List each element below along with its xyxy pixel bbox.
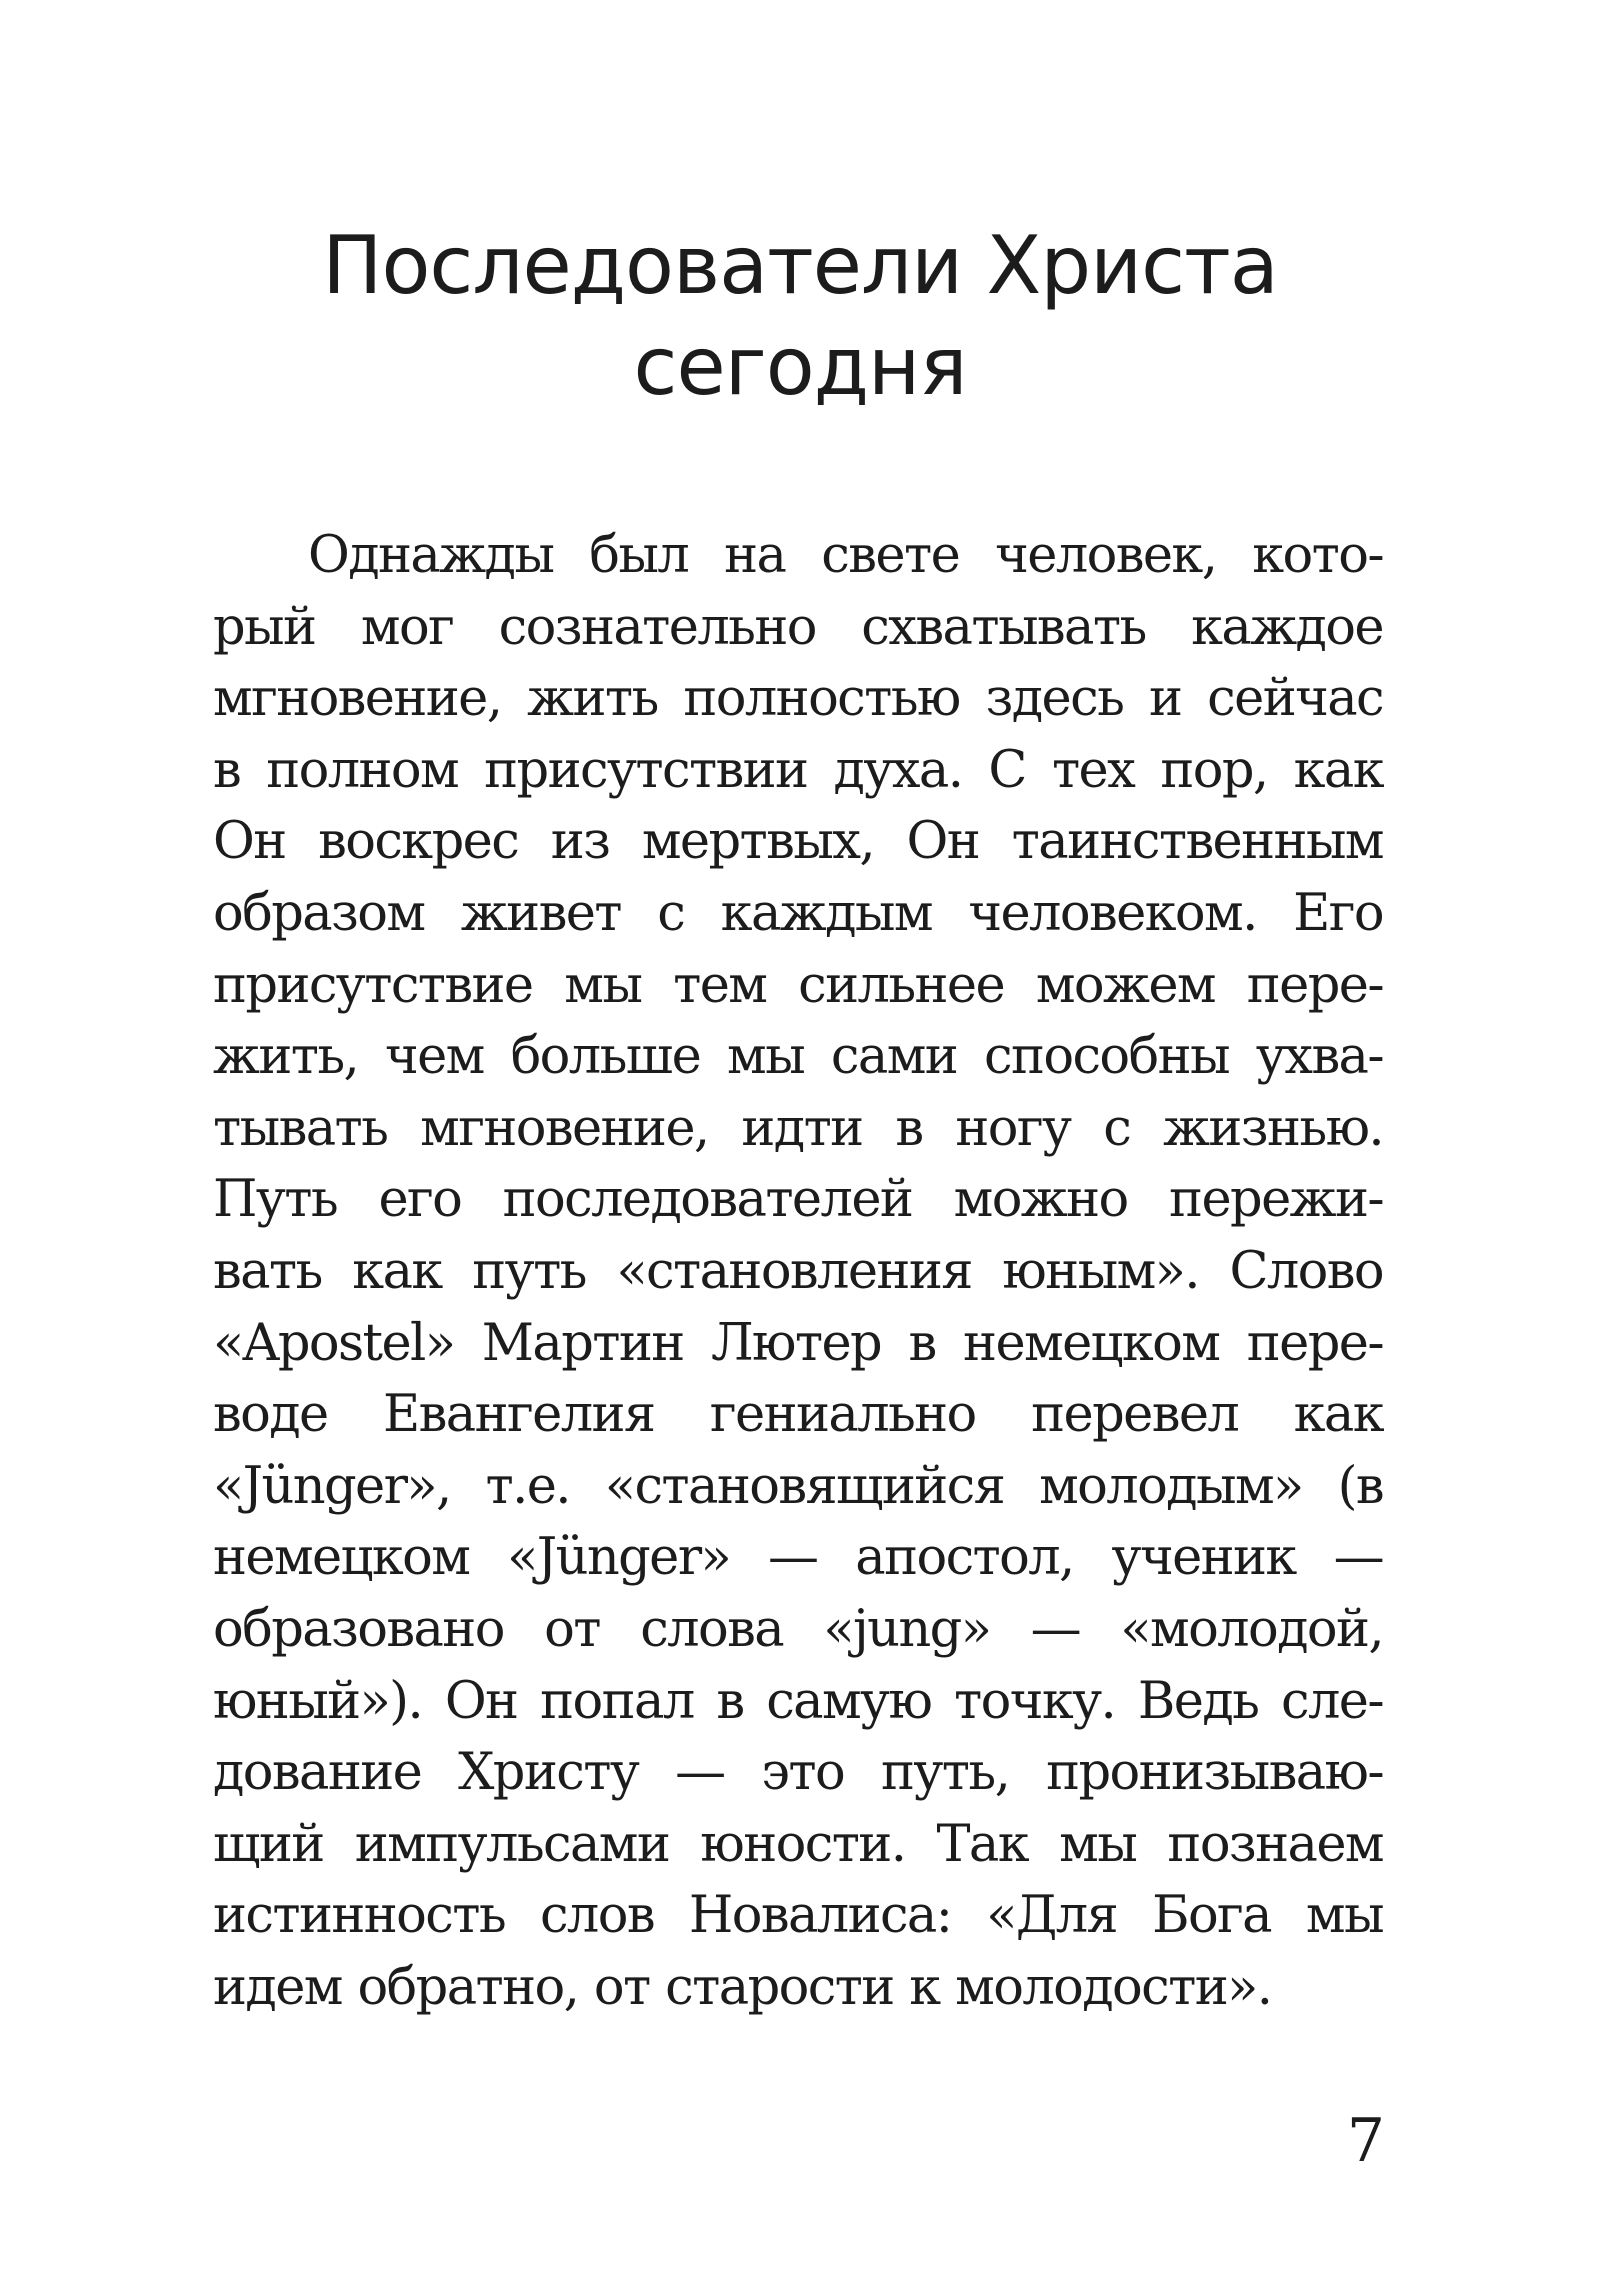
text-line: тывать мгновение, идти в ногу с жизнью. [213,1098,1383,1158]
text-line: Он воскрес из мертвых, Он таинственным [213,812,1383,872]
text-line: рый мог сознательно схватывать каждое [213,597,1383,657]
text-line: дование Христу — это путь, пронизываю- [213,1743,1383,1803]
chapter-title-line-2: сегодня [633,320,967,413]
chapter-title-line-1: Последователи Христа [322,219,1278,312]
text-line: мгновение, жить полностью здесь и сейчас [213,669,1383,729]
text-line: юный»). Он попал в самую точку. Ведь сле- [213,1671,1383,1731]
text-line: Однажды был на свете человек, кото- [308,526,1383,585]
text-line: немецком «Jünger» — апостол, ученик — [213,1528,1383,1588]
text-line: вать как путь «становления юным». Слово [213,1241,1383,1301]
text-line: образовано от слова «jung» — «молодой, [213,1599,1383,1659]
body-paragraph [213,520,1383,2023]
chapter-title [0,215,1600,417]
text-line: идем обратно, от старости к молодости». [213,1957,1272,2017]
text-line: Путь его последователей можно пережи- [213,1170,1383,1230]
page-number: 7 [1346,2106,1385,2176]
text-line: присутствие мы тем сильнее можем пере- [213,955,1383,1015]
text-line: образом живет с каждым человеком. Его [213,883,1383,943]
text-line: в полном присутствии духа. С тех пор, как [213,740,1383,800]
text-line: воде Евангелия гениально перевел как [213,1385,1383,1445]
text-line: «Jünger», т.е. «становящийся молодым» (в [213,1456,1383,1516]
text-line: истинность слов Новалиса: «Для Бога мы [213,1886,1383,1946]
text-line: «Apostel» Мартин Лютер в немецком пере- [213,1313,1383,1373]
text-line: жить, чем больше мы сами способны ухва- [213,1027,1383,1087]
text-line: щий импульсами юности. Так мы познаем [213,1814,1383,1874]
